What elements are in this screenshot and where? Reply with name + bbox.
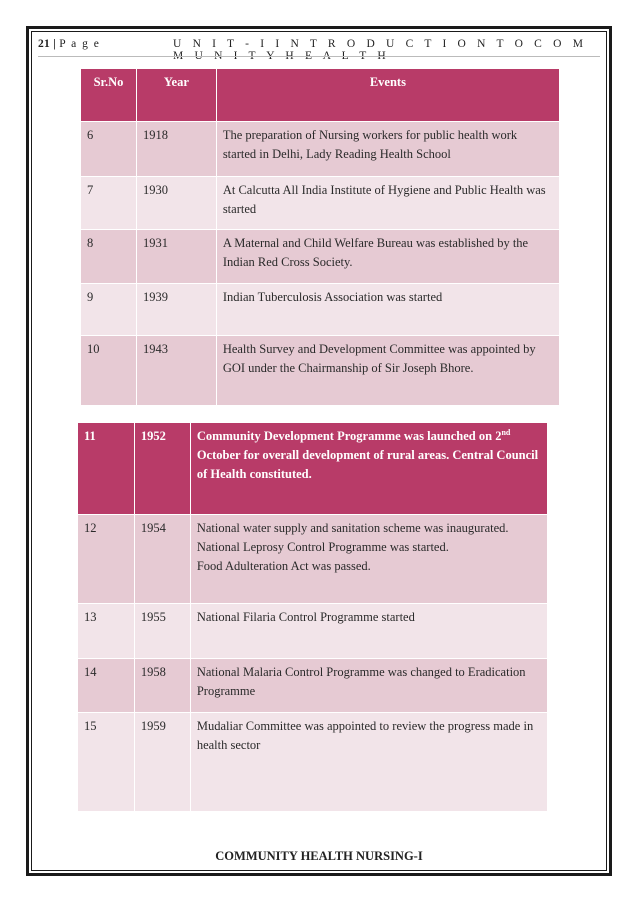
cell-year: 1931 [136,230,216,284]
cell-year: 1954 [134,515,190,604]
cell-event: A Maternal and Child Welfare Bureau was established by the Indian Red Cross Society. [216,230,559,284]
col-header-year: Year [136,69,216,122]
ordinal-suffix: nd [501,427,511,437]
events-table-2 [77,422,548,812]
col-header-events: Events [216,69,559,122]
cell-srno: 10 [81,336,137,406]
events-table-1 [80,68,560,406]
col-header-srno: Sr.No [81,69,137,122]
event-line: National Filaria Control Programme started [196,610,415,624]
table-row-highlight [78,423,548,515]
event-line: National Leprosy Control Programme was started. [196,540,449,554]
cell-event: Community Development Programme was launched on 2nd October for overall development of rural areas. Central Council of Health constituted. [190,423,547,515]
cell-srno: 15 [78,713,135,812]
table-row [81,336,560,406]
cell-event [190,515,547,604]
event-line: National Malaria Control Programme was changed to Eradication Programme [196,665,526,698]
table-row [81,177,560,230]
cell-event [190,713,547,812]
cell-event: At Calcutta All India Institute of Hygiene and Public Health was started [216,177,559,230]
table-row [78,659,548,713]
cell-srno: 7 [81,177,137,230]
cell-event: Health Survey and Development Committee was appointed by GOI under the Chairmanship of Sir Joseph Bhore. [216,336,559,406]
cell-event: Indian Tuberculosis Association was started [216,284,559,336]
cell-srno: 8 [81,230,137,284]
cell-srno: 12 [78,515,135,604]
page-header [38,38,600,62]
cell-srno: 11 [78,423,135,515]
event-line: National water supply and sanitation scheme was inaugurated. [196,521,509,535]
page-footer: COMMUNITY HEALTH NURSING-I [215,849,423,863]
cell-year: 1959 [134,713,190,812]
cell-year: 1930 [136,177,216,230]
table-row [78,713,548,812]
event-line: Food Adulteration Act was passed. [196,559,371,573]
cell-event [190,659,547,713]
page-word: P a g e [59,38,101,50]
cell-year: 1943 [136,336,216,406]
cell-year: 1939 [136,284,216,336]
cell-srno: 6 [81,122,137,177]
cell-year: 1958 [134,659,190,713]
cell-event: The preparation of Nursing workers for public health work started in Delhi, Lady Reading Health School [216,122,559,177]
table-row [78,604,548,659]
event-line: Mudaliar Committee was appointed to review the progress made in health sector [196,719,534,752]
cell-year: 1952 [134,423,190,515]
cell-srno: 9 [81,284,137,336]
table-row [78,515,548,604]
table-row [81,122,560,177]
cell-srno: 13 [78,604,135,659]
cell-srno: 14 [78,659,135,713]
cell-year: 1918 [136,122,216,177]
table-row [81,284,560,336]
page-number: 21 | P a g e [38,38,101,50]
header-rule [38,56,600,57]
table-row [81,230,560,284]
table-header-row [81,69,560,122]
cell-event [190,604,547,659]
unit-title: U N I T - I I N T R O D U C T I O N T O C O M M U N I T Y H E A L T H [173,38,588,62]
cell-year: 1955 [134,604,190,659]
